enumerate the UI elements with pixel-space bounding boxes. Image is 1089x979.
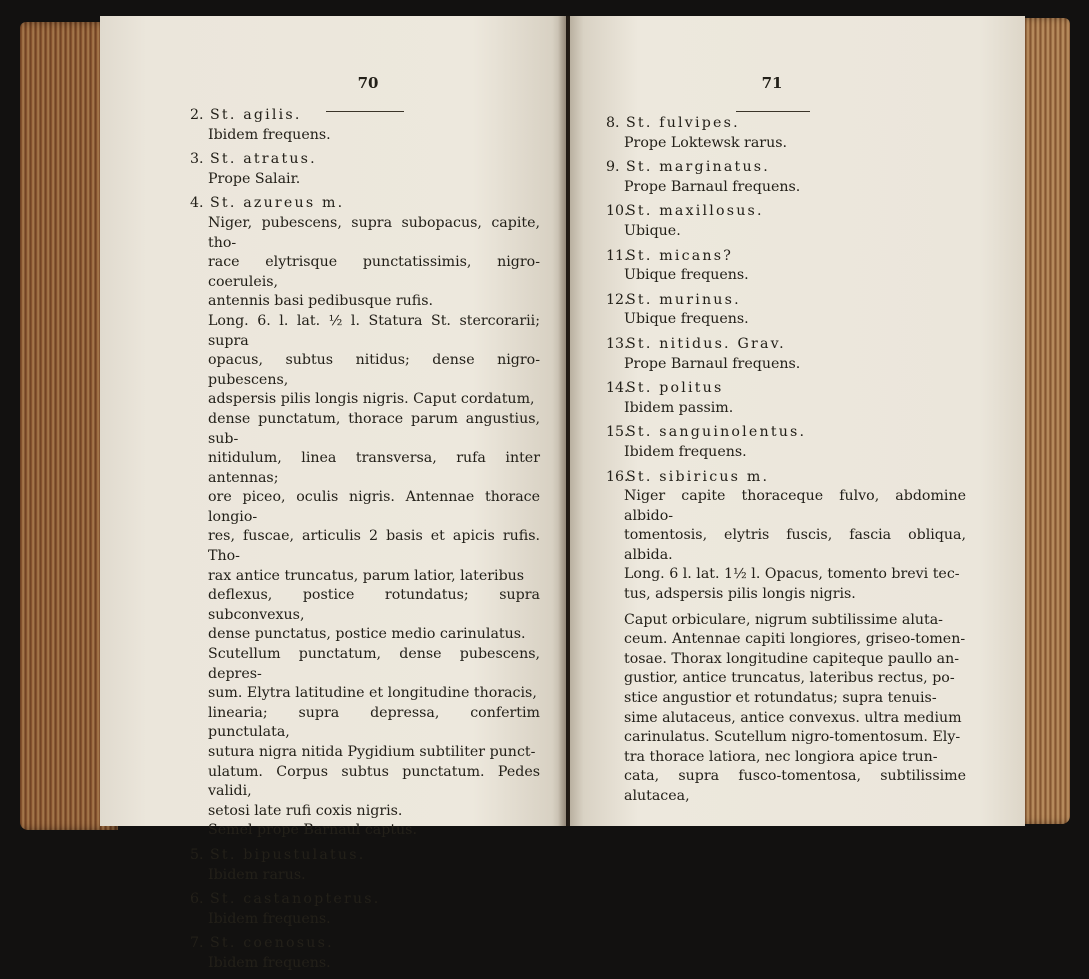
entry-heading bbox=[606, 291, 966, 311]
entry-heading bbox=[190, 846, 540, 866]
entry-description bbox=[606, 310, 966, 330]
text-line: carinulatus. Scutellum nigro-tomentosum. Ely- bbox=[624, 729, 961, 746]
species-name: St. marginatus. bbox=[626, 159, 770, 176]
text-line: res, fuscae, articulis 2 basis et apicis rufis. Tho- bbox=[208, 528, 540, 565]
entry-number: 12. bbox=[606, 291, 629, 308]
text-line: Ubique frequens. bbox=[624, 267, 749, 284]
text-line: Prope Barnaul frequens. bbox=[624, 355, 801, 372]
species-entry bbox=[606, 335, 966, 374]
entry-description bbox=[190, 866, 540, 886]
text-line: Ibidem frequens. bbox=[208, 910, 331, 927]
text-line: Long. 6 l. lat. 1½ l. Opacus, tomento brevi tec- bbox=[624, 566, 960, 583]
entry-heading bbox=[606, 468, 966, 488]
entry-description bbox=[190, 954, 540, 974]
species-entry bbox=[190, 890, 540, 929]
entry-number: 4. bbox=[190, 195, 204, 212]
text-line: Ibidem frequens. bbox=[624, 443, 747, 460]
species-name: St. coenosus. bbox=[210, 935, 334, 952]
entry-heading bbox=[606, 158, 966, 178]
text-line: Caput orbiculare, nigrum subtilissime aluta- bbox=[624, 611, 943, 628]
entry-heading bbox=[190, 890, 540, 910]
species-name: St. maxillosus. bbox=[626, 203, 764, 220]
entry-heading bbox=[190, 106, 540, 126]
text-line: setosi late rufi coxis nigris. bbox=[208, 802, 403, 819]
entry-heading bbox=[606, 423, 966, 443]
species-entry bbox=[606, 379, 966, 418]
entry-number: 7. bbox=[190, 935, 204, 952]
text-line: Long. 6. l. lat. ½ l. Statura St. stercorarii; supra bbox=[208, 312, 540, 349]
text-line: Prope Salair. bbox=[208, 170, 301, 187]
text-line: Ubique. bbox=[624, 222, 681, 239]
text-line: Semel prope Barnaul captus. bbox=[208, 822, 417, 839]
entry-number: 11. bbox=[606, 247, 629, 264]
text-line: Niger capite thoraceque fulvo, abdomine albido- bbox=[624, 488, 966, 524]
entry-description bbox=[606, 487, 966, 605]
text-line: stice angustior et rotundatus; supra tenuis- bbox=[624, 690, 937, 707]
species-name: St. nitidus. Grav. bbox=[626, 335, 786, 352]
text-line: Ibidem frequens. bbox=[208, 126, 331, 143]
text-line: antennis basi pedibusque rufis. bbox=[208, 293, 434, 310]
species-name: St. sibiricus m. bbox=[626, 468, 770, 485]
entry-number: 13. bbox=[606, 335, 629, 352]
entry-heading bbox=[606, 247, 966, 267]
text-line: ore piceo, oculis nigris. Antennae thorace longio- bbox=[208, 489, 540, 525]
text-line: cata, supra fusco-tomentosa, subtilissime alutacea, bbox=[624, 768, 966, 804]
species-entry bbox=[606, 158, 966, 197]
text-line: nitidulum, linea transversa, rufa inter antennas; bbox=[208, 450, 540, 486]
entry-number: 16. bbox=[606, 468, 629, 485]
text-line: tus, adspersis pilis longis nigris. bbox=[624, 586, 856, 603]
entry-description bbox=[606, 266, 966, 286]
species-entry bbox=[606, 291, 966, 330]
species-name: St. sanguinolentus. bbox=[626, 424, 807, 441]
text-line: Ubique frequens. bbox=[624, 311, 749, 328]
text-line: deflexus, postice rotundatus; supra subconvexus, bbox=[208, 587, 540, 623]
entry-heading bbox=[606, 114, 966, 134]
entry-number: 8. bbox=[606, 115, 620, 131]
text-line: linearia; supra depressa, confertim punctulata, bbox=[208, 704, 540, 741]
text-line: sutura nigra nitida Pygidium subtiliter punct- bbox=[208, 744, 536, 760]
text-line: ceum. Antennae capiti longiores, griseo-tomen- bbox=[624, 631, 966, 648]
entry-description bbox=[606, 222, 966, 242]
text-line: Ibidem rarus. bbox=[208, 866, 306, 883]
species-name: St. politus bbox=[626, 380, 724, 397]
entry-description bbox=[606, 178, 966, 198]
entry-description bbox=[190, 214, 540, 841]
text-line: adspersis pilis longis nigris. Caput cordatum, bbox=[208, 391, 535, 408]
entry-description bbox=[190, 170, 540, 190]
text-line: rax antice truncatus, parum latior, lateribus bbox=[208, 567, 525, 584]
entry-number: 2. bbox=[190, 107, 204, 123]
text-line: dense punctatus, postice medio carinulatus. bbox=[208, 626, 526, 643]
text-line: Prope Loktewsk rarus. bbox=[624, 134, 787, 151]
species-entry bbox=[606, 468, 966, 807]
entry-description bbox=[606, 134, 966, 154]
right-page-text bbox=[606, 114, 966, 812]
species-name: St. micans? bbox=[626, 247, 734, 264]
text-line: gustior, antice truncatus, lateribus rectus, po- bbox=[624, 670, 955, 687]
text-line: Prope Barnaul frequens. bbox=[624, 178, 801, 195]
entry-paragraph bbox=[606, 611, 966, 807]
entry-gap bbox=[190, 974, 540, 979]
text-line: Ibidem frequens. bbox=[208, 954, 331, 971]
species-entry bbox=[190, 106, 540, 145]
text-line: Scutellum punctatum, dense pubescens, depres- bbox=[208, 646, 540, 682]
species-name: St. agilis. bbox=[210, 107, 302, 123]
entry-heading bbox=[190, 194, 540, 214]
entry-number: 10. bbox=[606, 203, 629, 220]
species-entry bbox=[190, 194, 540, 841]
entry-number: 9. bbox=[606, 159, 620, 176]
text-line: tra thorace latiora, nec longiora apice trun- bbox=[624, 748, 938, 765]
entry-number: 14. bbox=[606, 380, 629, 397]
entry-number: 3. bbox=[190, 151, 204, 168]
entry-gap bbox=[606, 807, 966, 812]
species-entry bbox=[606, 423, 966, 462]
species-entry bbox=[190, 934, 540, 973]
species-name: St. azureus m. bbox=[210, 195, 345, 212]
page-number-left: 70 bbox=[357, 74, 379, 92]
text-line: ulatum. Corpus subtus punctatum. Pedes validi, bbox=[208, 763, 540, 800]
entry-number: 5. bbox=[190, 846, 204, 863]
text-line: sum. Elytra latitudine et longitudine thoracis, bbox=[208, 685, 537, 702]
entry-number: 15. bbox=[606, 424, 629, 441]
text-line: tomentosis, elytris fuscis, fascia obliqua, albida. bbox=[624, 527, 966, 563]
left-page-text bbox=[190, 106, 540, 979]
entry-description bbox=[606, 355, 966, 375]
text-line: dense punctatum, thorace parum angustius, sub- bbox=[208, 410, 540, 447]
species-name: St. fulvipes. bbox=[626, 115, 740, 131]
species-name: St. murinus. bbox=[626, 291, 741, 308]
page-number-right: 71 bbox=[761, 74, 783, 92]
entry-heading bbox=[190, 150, 540, 170]
entry-description bbox=[190, 126, 540, 146]
species-name: St. castanopterus. bbox=[210, 891, 381, 908]
species-entry bbox=[606, 114, 966, 153]
entry-heading bbox=[190, 934, 540, 954]
species-name: St. atratus. bbox=[210, 151, 317, 168]
text-line: opacus, subtus nitidus; dense nigro-pubescens, bbox=[208, 352, 540, 388]
entry-heading bbox=[606, 335, 966, 355]
species-entry bbox=[606, 202, 966, 241]
text-line: Ibidem passim. bbox=[624, 399, 734, 416]
text-line: Niger, pubescens, supra subopacus, capite, tho- bbox=[208, 214, 540, 251]
folio-rule-right bbox=[736, 111, 810, 112]
entry-heading bbox=[606, 202, 966, 222]
species-entry bbox=[190, 846, 540, 885]
species-entry bbox=[190, 150, 540, 189]
text-line: sime alutaceus, antice convexus. ultra medium bbox=[624, 709, 962, 726]
right-page bbox=[570, 16, 1025, 826]
left-page bbox=[100, 16, 566, 971]
entry-heading bbox=[606, 379, 966, 399]
entry-description bbox=[606, 399, 966, 419]
species-name: St. bipustulatus. bbox=[210, 846, 366, 863]
text-line: race elytrisque punctatissimis, nigro-coeruleis, bbox=[208, 254, 540, 290]
entry-description bbox=[606, 443, 966, 463]
text-line: tosae. Thorax longitudine capiteque paullo an- bbox=[624, 650, 960, 667]
entry-description bbox=[190, 910, 540, 930]
entry-number: 6. bbox=[190, 891, 204, 908]
species-entry bbox=[606, 247, 966, 286]
